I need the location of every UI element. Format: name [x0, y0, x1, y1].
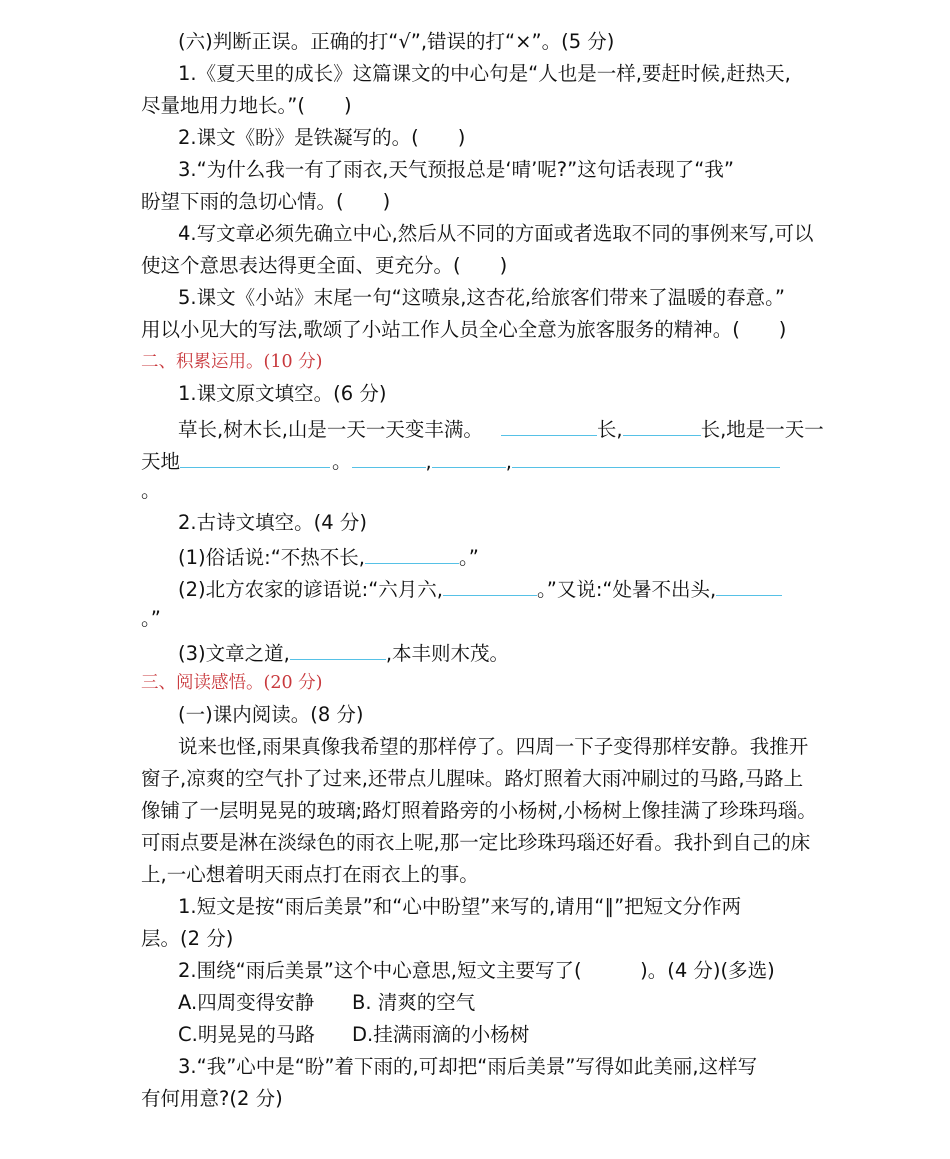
fill-text: 长,地是一天一	[700, 418, 824, 441]
s6-q5-line1: 5.课文《小站》末尾一句“这喷泉,这杏花,给旅客们带来了温暖的春意。”	[178, 286, 785, 309]
part3-q3-line2: 有何用意?(2 分)	[141, 1087, 283, 1110]
answer-blank[interactable]	[501, 414, 597, 436]
part2-q1-title: 1.课文原文填空。(6 分)	[178, 382, 387, 405]
passage-line: 说来也怪,雨果真像我希望的那样停了。四周一下子变得那样安静。我推开	[178, 735, 809, 758]
passage-line: 窗子,凉爽的空气扑了过来,还带点儿腥味。路灯照着大雨冲刷过的马路,马路上	[141, 767, 804, 790]
passage-line: 上,一心想着明天雨点打在雨衣上的事。	[141, 863, 479, 886]
part2-heading: 二、积累运用。(10 分)	[141, 352, 323, 372]
passage-line: 可雨点要是淋在淡绿色的雨衣上呢,那一定比珍珠玛瑙还好看。我扑到自己的床	[141, 831, 811, 854]
answer-blank[interactable]	[432, 446, 506, 468]
s6-q5-line2: 用以小见大的写法,歌颂了小站工作人员全心全意为旅客服务的精神。( )	[141, 318, 787, 341]
fill-text: 草长,树木长,山是一天一天变丰满。	[178, 418, 483, 441]
option-a[interactable]: A.四周变得安静	[178, 991, 315, 1014]
answer-blank[interactable]	[352, 446, 426, 468]
part2-q1-line2	[141, 446, 780, 475]
s6-q3-line2: 盼望下雨的急切心情。( )	[141, 190, 391, 213]
part2-q2-2-end: 。”	[141, 607, 161, 630]
fill-text: (2)北方农家的谚语说:“六月六,	[178, 578, 443, 601]
answer-blank[interactable]	[716, 574, 782, 596]
fill-text: 长,	[596, 418, 623, 441]
option-d[interactable]: D.挂满雨滴的小杨树	[352, 1023, 530, 1046]
option-b[interactable]: B. 清爽的空气	[352, 991, 476, 1014]
answer-blank[interactable]	[180, 446, 330, 468]
part2-q2-1	[178, 542, 479, 571]
fill-text: (1)俗话说:“不热不长,	[178, 546, 365, 569]
s6-q3-line1: 3.“为什么我一有了雨衣,天气预报总是‘晴’呢?”这句话表现了“我”	[178, 158, 734, 181]
option-c[interactable]: C.明晃晃的马路	[178, 1023, 315, 1046]
part3-q2: 2.围绕“雨后美景”这个中心意思,短文主要写了( )。(4 分)(多选)	[178, 959, 775, 982]
answer-blank[interactable]	[443, 574, 537, 596]
s6-q4-line1: 4.写文章必须先确立中心,然后从不同的方面或者选取不同的事例来写,可以	[178, 222, 814, 245]
part2-q1-line3: 。	[141, 479, 161, 502]
part3-sub: (一)课内阅读。(8 分)	[178, 703, 364, 726]
part2-q2-3	[178, 638, 509, 667]
s6-q2: 2.课文《盼》是铁凝写的。( )	[178, 126, 466, 149]
s6-heading: (六)判断正误。正确的打“√”,错误的打“×”。(5 分)	[178, 30, 615, 53]
s6-q4-line2: 使这个意思表达得更全面、更充分。( )	[141, 254, 508, 277]
passage-line: 像铺了一层明晃晃的玻璃;路灯照着路旁的小杨树,小杨树上像挂满了珍珠玛瑙。	[141, 799, 817, 822]
part2-q1-line1	[178, 414, 824, 443]
part3-heading: 三、阅读感悟。(20 分)	[141, 673, 323, 693]
s6-q1-line2: 尽量地用力地长。”( )	[141, 94, 352, 117]
answer-blank[interactable]	[623, 414, 701, 436]
fill-text: ,	[505, 450, 512, 473]
part3-q3-line1: 3.“我”心中是“盼”着下雨的,可却把“雨后美景”写得如此美丽,这样写	[178, 1055, 758, 1078]
fill-text: ,	[425, 450, 432, 473]
fill-text: 。	[332, 450, 352, 473]
fill-text: ,本丰则木茂。	[385, 642, 510, 665]
part3-q1-line2: 层。(2 分)	[141, 927, 234, 950]
fill-text: (3)文章之道,	[178, 642, 290, 665]
answer-blank[interactable]	[365, 542, 459, 564]
s6-q1-line1: 1.《夏天里的成长》这篇课文的中心句是“人也是一样,要赶时候,赶热天,	[178, 62, 791, 85]
part3-q1-line1: 1.短文是按“雨后美景”和“心中盼望”来写的,请用“∥”把短文分作两	[178, 895, 742, 918]
answer-blank[interactable]	[290, 638, 386, 660]
fill-text: 天地	[141, 450, 181, 473]
fill-text: 。”	[459, 546, 479, 569]
part2-q2-title: 2.古诗文填空。(4 分)	[178, 511, 367, 534]
part2-q2-2	[178, 574, 782, 603]
fill-text: 。”又说:“处暑不出头,	[537, 578, 717, 601]
answer-blank[interactable]	[512, 446, 780, 468]
